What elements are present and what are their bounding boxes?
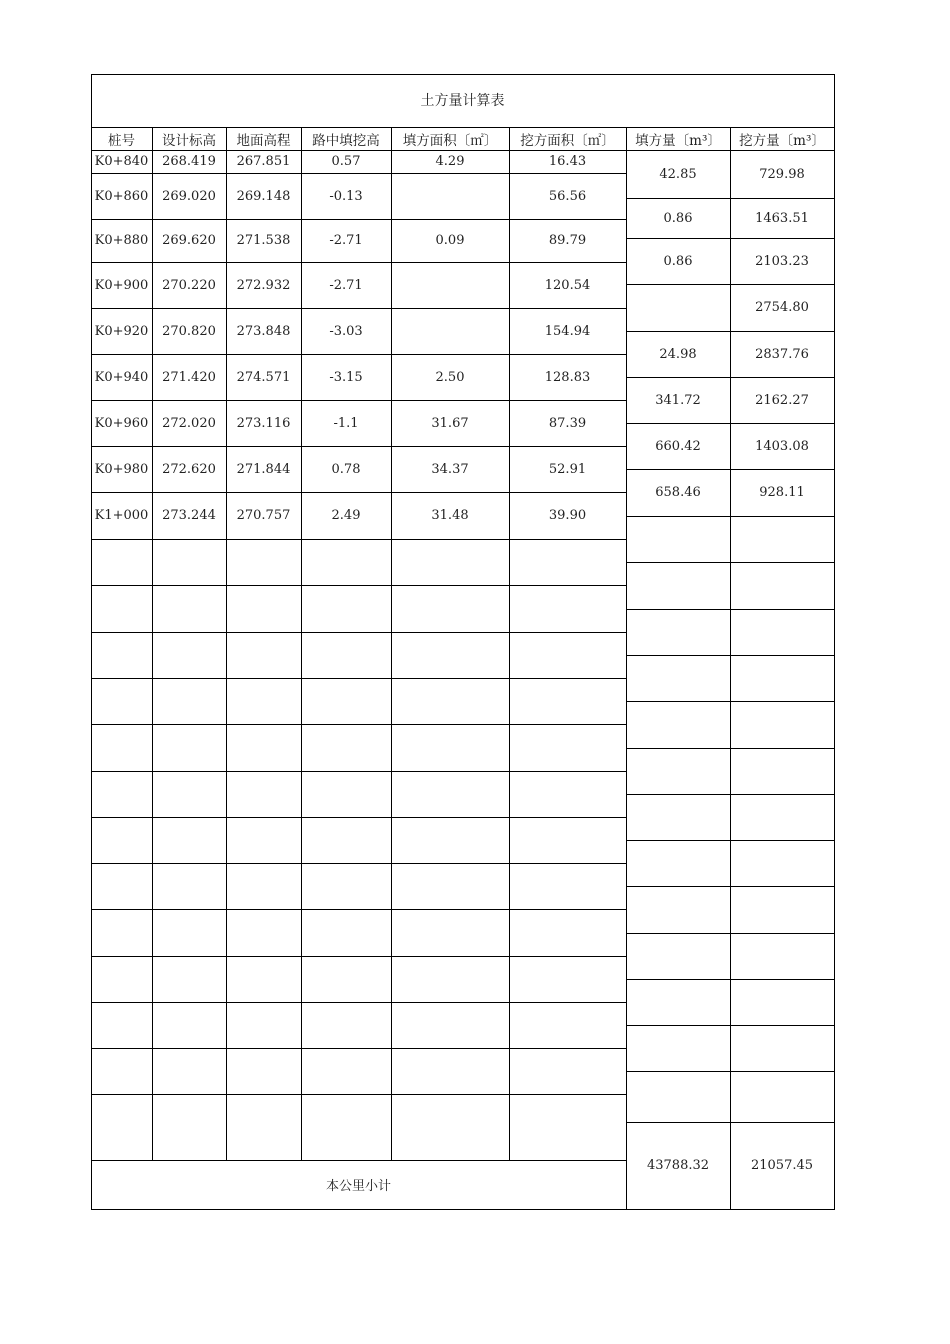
cut-volume-cell: 2162.27	[755, 392, 809, 408]
fill-volume-cell: 0.86	[663, 253, 693, 269]
row-divider	[626, 516, 834, 517]
center-height-cell: -2.71	[329, 233, 363, 248]
design-elevation-cell: 271.420	[162, 369, 216, 385]
row-divider	[91, 539, 626, 540]
header-center-fill-cut-height: 路中填挖高	[312, 132, 380, 149]
ground-elevation-cell: 273.116	[236, 415, 291, 431]
row-divider	[626, 701, 834, 702]
cut-area-cell: 89.79	[548, 233, 587, 248]
header-ground-elevation: 地面高程	[236, 132, 291, 149]
fill-volume-cell	[626, 284, 730, 331]
ground-elevation-cell: 267.851	[236, 154, 291, 169]
ground-elevation-cell: 269.148	[236, 188, 291, 204]
cut-volume-cell: 928.11	[759, 485, 805, 500]
header-fill-volume: 填方量〔m³〕	[635, 132, 721, 149]
row-divider	[91, 909, 626, 910]
fill-volume-cell: 658.46	[655, 485, 701, 500]
cut-area-cell: 39.90	[548, 508, 587, 523]
design-elevation-cell: 268.419	[162, 154, 216, 169]
design-elevation-cell: 269.020	[162, 188, 216, 204]
ground-elevation-cell: 274.571	[236, 369, 291, 385]
ground-elevation-cell: 271.844	[236, 461, 291, 477]
fill-area-cell: 4.29	[435, 154, 465, 169]
header-cut-volume: 挖方量〔m³〕	[739, 132, 825, 149]
cut-volume-cell: 729.98	[759, 166, 805, 182]
design-elevation-cell: 270.220	[162, 277, 216, 293]
design-elevation-cell: 270.820	[162, 323, 216, 339]
cut-volume-cell: 2103.23	[755, 253, 809, 269]
center-height-cell: -0.13	[329, 188, 363, 204]
fill-area-cell: 31.67	[431, 415, 469, 431]
row-divider	[626, 655, 834, 656]
header-cut-area: 挖方面积〔㎡〕	[520, 132, 615, 149]
table-border-right	[834, 74, 835, 1210]
ground-elevation-cell: 273.848	[236, 323, 291, 339]
fill-area-cell: 2.50	[435, 369, 465, 385]
row-divider	[626, 933, 834, 934]
row-divider	[91, 956, 626, 957]
station-cell: K0+980	[94, 461, 149, 477]
fill-volume-cell: 24.98	[659, 346, 697, 362]
fill-area-cell: 34.37	[431, 461, 469, 477]
row-divider	[91, 817, 626, 818]
header-fill-area: 填方面积〔㎡〕	[402, 132, 498, 149]
row-divider	[91, 1002, 626, 1003]
ground-elevation-cell: 272.932	[236, 277, 291, 293]
row-divider	[626, 609, 834, 610]
cut-area-cell: 56.56	[548, 188, 587, 204]
fill-volume-cell: 660.42	[655, 438, 701, 454]
design-elevation-cell: 272.620	[162, 461, 216, 477]
ground-elevation-cell: 271.538	[236, 233, 291, 248]
station-cell: K1+000	[94, 508, 149, 523]
center-height-cell: 0.78	[331, 461, 361, 477]
header-station: 桩号	[108, 132, 135, 149]
row-divider	[91, 632, 626, 633]
table-title: 土方量计算表	[420, 92, 505, 109]
cut-area-cell: 87.39	[548, 415, 587, 431]
station-cell: K0+880	[94, 233, 149, 248]
subtotal-cut-volume: 21057.45	[750, 1158, 814, 1173]
row-divider	[91, 1048, 626, 1049]
station-cell: K0+900	[94, 277, 149, 293]
row-divider	[626, 886, 834, 887]
design-elevation-cell: 272.020	[162, 415, 216, 431]
fill-volume-cell: 0.86	[663, 210, 693, 226]
row-divider	[91, 1094, 626, 1095]
row-divider	[91, 724, 626, 725]
row-divider	[91, 863, 626, 864]
row-divider	[91, 771, 626, 772]
center-height-cell: -3.15	[329, 369, 363, 385]
cut-area-cell: 154.94	[544, 323, 591, 339]
cut-area-cell: 16.43	[548, 154, 587, 169]
fill-volume-cell: 341.72	[655, 392, 701, 408]
center-height-cell: 2.49	[331, 508, 361, 523]
header-design-elevation: 设计标高	[162, 132, 216, 149]
station-cell: K0+940	[94, 369, 149, 385]
fill-area-cell	[391, 173, 509, 219]
station-cell: K0+840	[94, 154, 149, 169]
center-height-cell: 0.57	[331, 154, 361, 169]
row-divider	[626, 979, 834, 980]
row-divider	[626, 794, 834, 795]
cut-area-cell: 52.91	[548, 461, 587, 477]
fill-volume-cell: 42.85	[659, 166, 697, 182]
station-cell: K0+920	[94, 323, 149, 339]
center-height-cell: -2.71	[329, 277, 363, 293]
ground-elevation-cell: 270.757	[236, 508, 291, 523]
row-divider	[626, 562, 834, 563]
row-divider	[626, 1025, 834, 1026]
subtotal-fill-volume: 43788.32	[646, 1158, 710, 1173]
design-elevation-cell: 273.244	[162, 508, 216, 523]
fill-area-cell	[391, 308, 509, 354]
center-height-cell: -3.03	[329, 323, 363, 339]
row-divider	[91, 678, 626, 679]
fill-area-cell	[391, 262, 509, 308]
fill-area-cell: 31.48	[431, 508, 469, 523]
center-height-cell: -1.1	[333, 415, 359, 431]
subtotal-label: 本公里小计	[325, 1179, 391, 1194]
row-divider	[91, 585, 626, 586]
title-separator	[91, 127, 834, 128]
station-cell: K0+960	[94, 415, 149, 431]
design-elevation-cell: 269.620	[162, 233, 216, 248]
row-divider	[626, 748, 834, 749]
row-divider	[626, 1071, 834, 1072]
cut-volume-cell: 2837.76	[755, 346, 809, 362]
row-divider	[626, 840, 834, 841]
cut-area-cell: 120.54	[544, 277, 591, 293]
cut-volume-cell: 1403.08	[755, 438, 809, 454]
fill-area-cell: 0.09	[435, 233, 465, 248]
station-cell: K0+860	[94, 188, 149, 204]
cut-volume-cell: 1463.51	[755, 210, 809, 226]
cut-volume-cell: 2754.80	[755, 300, 809, 315]
cut-area-cell: 128.83	[544, 369, 591, 385]
